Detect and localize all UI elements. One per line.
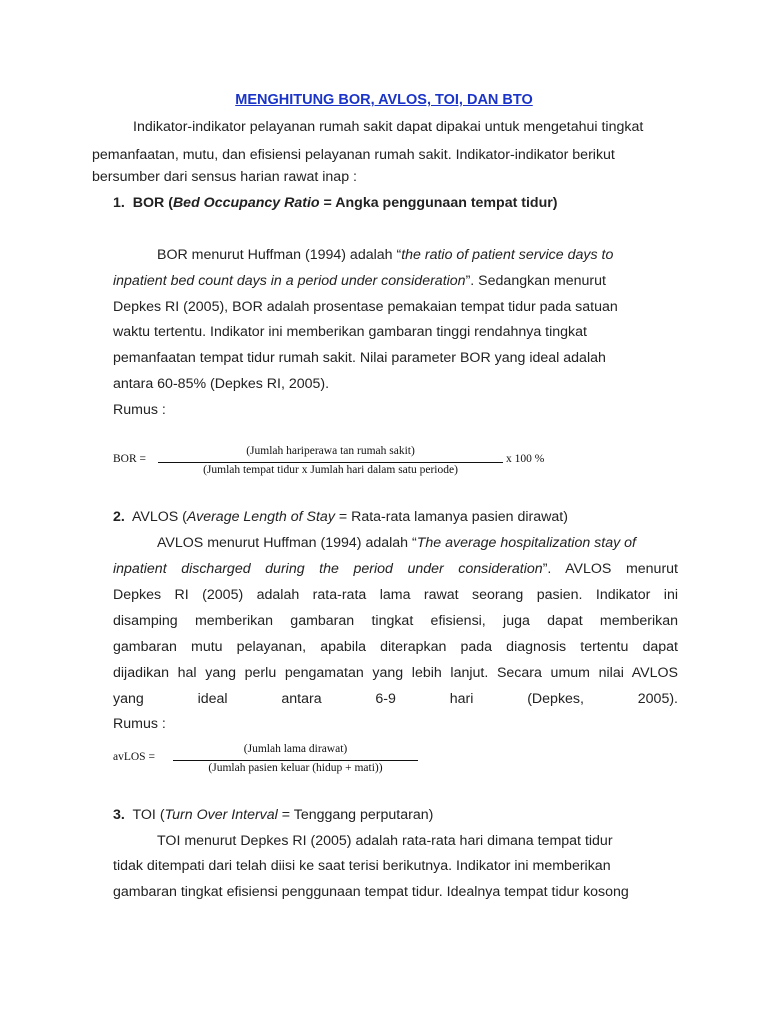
bor-fraction-bar: [158, 462, 503, 463]
bor-formula-numerator: (Jumlah hariperawa tan rumah sakit): [246, 445, 415, 457]
section-3-para-line-1: TOI menurut Depkes RI (2005) adalah rata-rata hari dimana tempat tidur: [157, 833, 613, 849]
section-1-rest: = Angka penggunaan tempat tidur): [319, 195, 558, 211]
section-2-para-line-5: gambaran mutu pelayanan, apabila diterapkan pada diagnosis tertentu dapat: [113, 639, 678, 655]
page-title: MENGHITUNG BOR, AVLOS, TOI, DAN BTO: [235, 92, 533, 108]
avlos-formula-lhs: avLOS =: [113, 751, 155, 763]
avlos-formula-numerator: (Jumlah lama dirawat): [243, 743, 348, 755]
section-1-para-line-6: antara 60-85% (Depkes RI, 2005).: [113, 376, 330, 392]
bor-formula-suffix: x 100 %: [506, 453, 545, 465]
section-1-heading: [113, 194, 558, 212]
section-1-p2a: inpatient bed count days in a period under consideration: [113, 273, 466, 289]
section-2-para-line-4: disamping memberikan gambaran tingkat efisiensi, juga dapat memberikan: [113, 613, 678, 629]
section-2-p1a: AVLOS menurut Huffman (1994) adalah “: [157, 535, 417, 551]
section-2-p2a: inpatient discharged during the period under consideration: [113, 561, 543, 577]
section-2-para-line-1: [157, 534, 636, 552]
intro-line-3: bersumber dari sensus harian rawat inap :: [92, 169, 357, 185]
section-2-p1b: The average hospitalization stay of: [416, 535, 636, 551]
section-2-name: AVLOS (: [131, 509, 187, 525]
section-3-rest: = Tenggang perputaran): [277, 807, 434, 823]
section-3-term: Turn Over Interval: [164, 807, 278, 823]
section-1-name: BOR (: [132, 195, 173, 211]
section-2-para-line-2: [113, 560, 678, 578]
section-1-p1b: the ratio of patient service days to: [401, 247, 614, 263]
section-3-para-line-2: tidak ditempati dari telah diisi ke saat terisi berikutnya. Indikator ini memberikan: [113, 858, 611, 874]
section-3-name: TOI (: [132, 807, 165, 823]
section-3-para-line-3: gambaran tingkat efisiensi penggunaan tempat tidur. Idealnya tempat tidur kosong: [113, 884, 629, 900]
section-2-p2b: ”. AVLOS menurut: [542, 561, 678, 577]
section-1-number: 1.: [113, 195, 125, 211]
section-1-para-line-2: [113, 272, 606, 290]
section-1-p1a: BOR menurut Huffman (1994) adalah “: [157, 247, 402, 263]
section-2-para-line-6: dijadikan hal yang perlu pengamatan yang lebih lanjut. Secara umum nilai AVLOS: [113, 665, 678, 681]
section-1-rumus: Rumus :: [113, 402, 166, 418]
avlos-formula: [113, 740, 433, 780]
avlos-fraction-bar: [173, 760, 418, 761]
section-2-heading: [113, 508, 568, 526]
intro-line-2: pemanfaatan, mutu, dan efisiensi pelayanan rumah sakit. Indikator-indikator berikut: [92, 147, 615, 163]
section-1-para-line-3: Depkes RI (2005), BOR adalah prosentase pemakaian tempat tidur pada satuan: [113, 299, 618, 315]
section-1-para-line-5: pemanfaatan tempat tidur rumah sakit. Nilai parameter BOR yang ideal adalah: [113, 350, 606, 366]
section-3-heading: [113, 806, 433, 824]
bor-formula-denominator: (Jumlah tempat tidur x Jumlah hari dalam satu periode): [203, 464, 458, 476]
section-2-para-line-3: Depkes RI (2005) adalah rata-rata lama rawat seorang pasien. Indikator ini: [113, 587, 678, 603]
intro-line-1: Indikator-indikator pelayanan rumah sakit dapat dipakai untuk mengetahui tingkat: [133, 119, 644, 135]
avlos-formula-denominator: (Jumlah pasien keluar (hidup + mati)): [208, 762, 383, 774]
section-1-p2b: ”. Sedangkan menurut: [465, 273, 606, 289]
section-2-number: 2.: [113, 509, 125, 525]
section-1-term: Bed Occupancy Ratio: [172, 195, 320, 211]
section-2-rest: = Rata-rata lamanya pasien dirawat): [334, 509, 568, 525]
section-2-term: Average Length of Stay: [186, 509, 335, 525]
section-2-rumus: Rumus :: [113, 716, 166, 732]
section-2-para-line-7: yang ideal antara 6-9 hari (Depkes, 2005).: [113, 691, 678, 707]
section-1-para-line-4: waktu tertentu. Indikator ini memberikan gambaran tinggi rendahnya tingkat: [113, 324, 587, 340]
section-3-number: 3.: [113, 807, 125, 823]
bor-formula-lhs: BOR =: [113, 453, 147, 465]
section-1-para-line-1: [157, 246, 613, 264]
bor-formula: [113, 442, 573, 482]
